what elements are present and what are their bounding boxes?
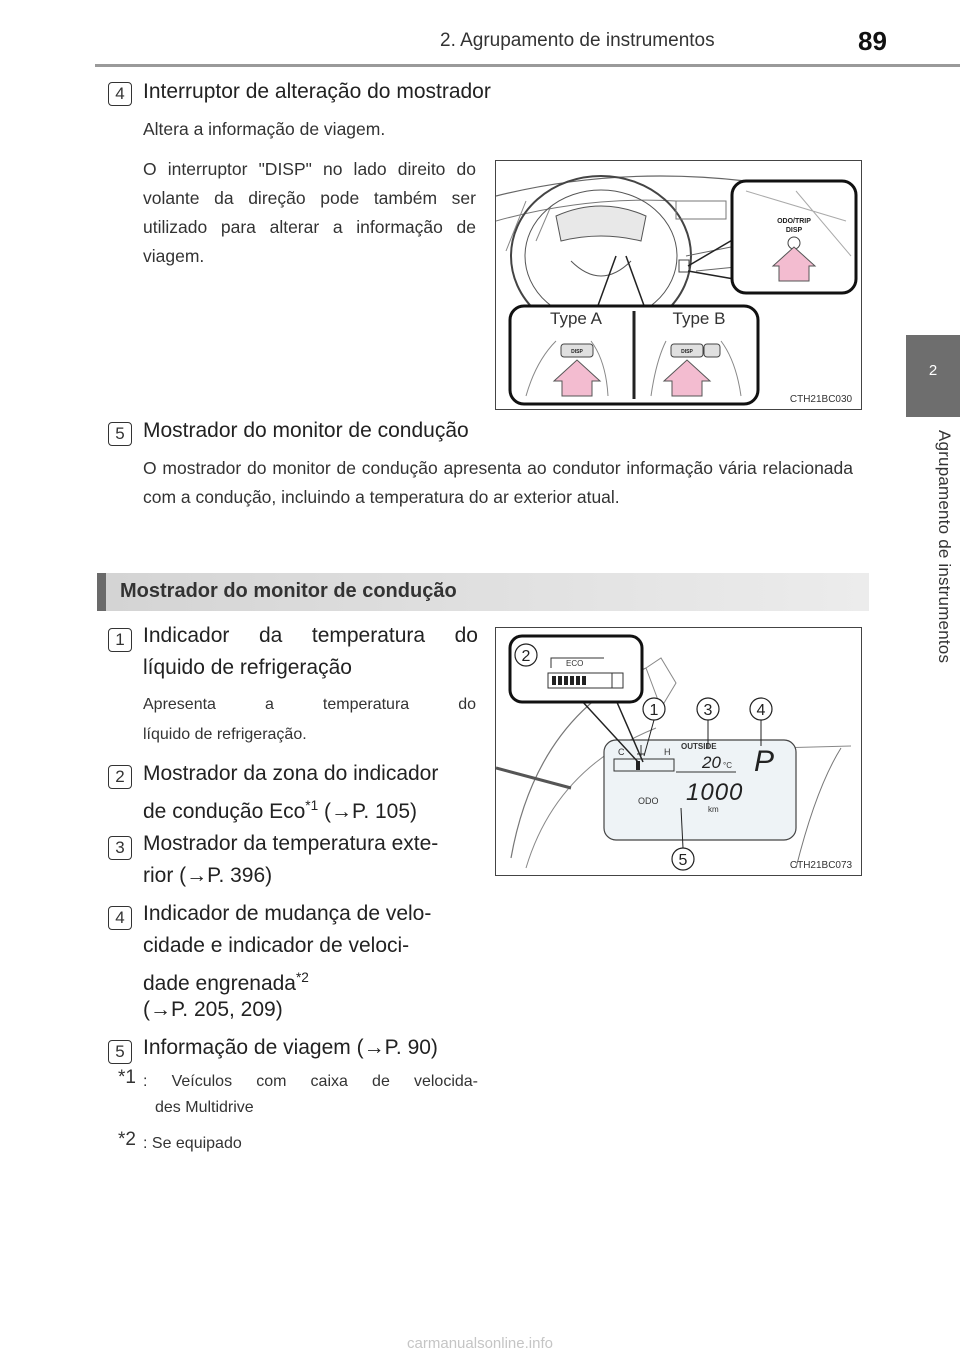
list-number-1: 1: [108, 628, 132, 652]
list3-l1: Mostrador da temperatura exte-: [143, 832, 439, 855]
chapter-title: 2. Agrupamento de instrumentos: [440, 30, 715, 51]
section-title: Mostrador do monitor de condução: [120, 580, 457, 602]
km-unit: km: [708, 805, 719, 814]
list5-l1: Informação de viagem (→P. 90): [143, 1036, 438, 1059]
list-number-2: 2: [108, 765, 132, 789]
list4-l4: (→P. 205, 209): [143, 998, 283, 1021]
item-number-4: 4: [108, 82, 132, 106]
section-heading: [97, 573, 869, 611]
item4-title: Interruptor de alteração do mostrador: [143, 80, 491, 103]
list2-l2-wrap: [143, 790, 417, 828]
temp-unit: °C: [723, 761, 732, 770]
odo-label: ODO: [638, 796, 659, 806]
list-number-4: 4: [108, 906, 132, 930]
eco-label: ECO: [566, 659, 584, 668]
marker-5: 5: [678, 852, 688, 869]
type-b-label: Type B: [672, 309, 726, 328]
item4-p2: O interruptor "DISP" no lado direito do volante da direção pode também ser utilizado para alterar a informação de viagem.: [143, 159, 476, 266]
list2-sup: *1: [305, 798, 319, 813]
figure-multi-info-display: [495, 627, 862, 876]
callout-disp: DISP: [785, 227, 803, 234]
side-tab-label: Agrupamento de instrumentos: [935, 430, 954, 664]
odo-value: 1000: [686, 779, 744, 806]
figure2-code: CTH21BC073: [789, 860, 853, 871]
list4-l3: dade engrenada: [143, 972, 296, 995]
list1-desc-l2: líquido de refrigeração.: [143, 726, 307, 743]
list2-ref: (→P. 105): [318, 800, 418, 823]
outside-temp: 20: [702, 753, 721, 772]
note1-l2: des Multidrive: [155, 1099, 254, 1116]
marker-4: 4: [756, 702, 766, 719]
marker-2: 2: [521, 648, 531, 665]
list4-sup: *2: [295, 970, 309, 985]
figure-disp-switch: [495, 160, 862, 410]
item5-title: Mostrador do monitor de condução: [143, 419, 469, 442]
list-number-3: 3: [108, 836, 132, 860]
list2-l2: de condução Eco: [143, 800, 306, 823]
note2-text: : Se equipado: [143, 1135, 242, 1152]
item4-p1: Altera a informação de viagem.: [143, 119, 386, 139]
hot-label: H: [664, 747, 671, 757]
header-rule: [95, 64, 960, 67]
list3-l2: rior (→P. 396): [143, 864, 273, 887]
item5-text: O mostrador do monitor de condução apresenta ao condutor informação vária relacionada com a condução, incluindo a temperatura do ar exterior atual.: [143, 458, 853, 507]
note2-mark: *2: [118, 1129, 136, 1150]
list-number-5: 5: [108, 1040, 132, 1064]
note1-mark: *1: [118, 1067, 136, 1088]
note1-l1: : Veículos com caixa de velocida-: [143, 1073, 478, 1090]
disp-a-text: DISP: [571, 349, 583, 355]
callout-odo-trip: ODO/TRIP: [777, 218, 811, 225]
list1-desc-l1: Apresenta a temperatura do: [143, 696, 476, 713]
marker-3: 3: [703, 702, 713, 719]
item-number-5: 5: [108, 422, 132, 446]
list1-title-l2: líquido de refrigeração: [143, 656, 352, 679]
marker-1: 1: [649, 702, 659, 719]
list4-l1: Indicador de mudança de velo-: [143, 902, 432, 925]
side-tab-number: 2: [928, 362, 938, 379]
watermark: carmanualsonline.info: [407, 1335, 553, 1352]
gear-indicator: P: [754, 745, 775, 778]
list4-l2: cidade e indicador de veloci-: [143, 934, 410, 957]
list2-l1: Mostrador da zona do indicador: [143, 762, 439, 785]
side-tab: [906, 335, 960, 417]
page-number: 89: [858, 26, 887, 56]
outside-label: OUTSIDE: [681, 742, 717, 751]
cold-label: C: [618, 747, 625, 757]
list1-title-l1: Indicador da temperatura do: [143, 624, 478, 647]
disp-b-text: DISP: [681, 349, 693, 355]
type-a-label: Type A: [550, 309, 602, 328]
figure1-code: CTH21BC030: [789, 394, 853, 405]
